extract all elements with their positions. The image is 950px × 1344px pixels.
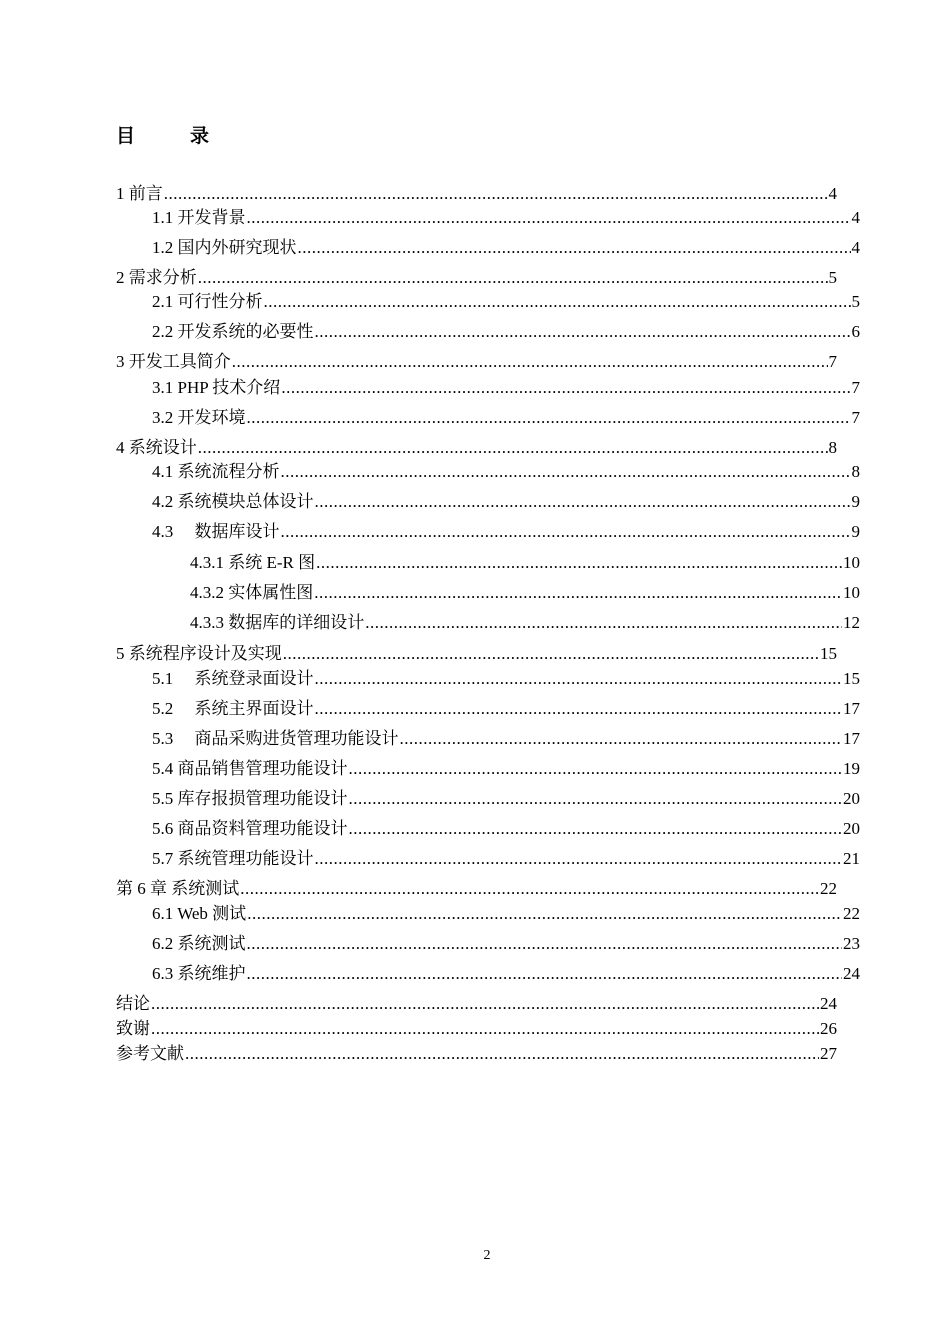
toc-entry-page: 5 (828, 268, 837, 287)
dot-leader (247, 902, 842, 926)
toc-entry-label: 5.4 商品销售管理功能设计 (152, 759, 348, 778)
dot-leader (298, 236, 851, 260)
dot-leader (349, 787, 843, 811)
toc-entry-page: 23 (843, 934, 860, 953)
toc-entry[interactable] (152, 320, 860, 344)
toc-entry-label: 5 系统程序设计及实现 (116, 644, 282, 663)
toc-entry-page: 20 (843, 819, 860, 838)
toc-entry-page: 15 (820, 644, 837, 663)
toc-entry-label: 3.2 开发环境 (152, 408, 246, 427)
toc-entry[interactable] (152, 290, 860, 314)
toc-entry-label: 致谢 (116, 1019, 150, 1038)
toc-entry-page: 26 (820, 1019, 837, 1038)
toc-entry[interactable] (116, 992, 837, 1016)
toc-entry-page: 15 (843, 669, 860, 688)
toc-entry-label: 2.1 可行性分析 (152, 292, 263, 311)
toc-entry-label: 6.3 系统维护 (152, 964, 246, 983)
toc-entry[interactable] (152, 902, 860, 926)
toc-entry-label: 5.7 系统管理功能设计 (152, 849, 314, 868)
page-number: 2 (483, 1248, 491, 1263)
dot-leader (164, 182, 828, 206)
toc-entry[interactable] (152, 520, 860, 544)
dot-leader (240, 877, 819, 901)
toc-entry[interactable] (116, 877, 837, 901)
toc-entry-label: 结论 (116, 994, 150, 1013)
dot-leader (151, 1017, 819, 1041)
toc-entry-page: 6 (851, 322, 860, 341)
toc-entry-page: 22 (820, 879, 837, 898)
toc-entry-label: 4.2 系统模块总体设计 (152, 492, 314, 511)
toc-entry-page: 17 (843, 729, 860, 748)
toc-entry-page: 4 (851, 208, 860, 227)
toc-title: 目 录 (116, 125, 228, 147)
toc-entry-label: 5.1 系统登录面设计 (152, 669, 314, 688)
toc-entry-label: 1.1 开发背景 (152, 208, 246, 227)
toc-entry-label: 6.2 系统测试 (152, 934, 246, 953)
dot-leader (315, 697, 843, 721)
toc-entry-page: 8 (851, 462, 860, 481)
dot-leader (315, 667, 843, 691)
toc-entry-page: 4 (851, 238, 860, 257)
toc-entry[interactable] (116, 642, 837, 666)
toc-entry[interactable] (116, 350, 837, 374)
toc-entry-label: 3.1 PHP 技术介绍 (152, 378, 281, 397)
dot-leader (315, 847, 843, 871)
toc-entry-page: 27 (820, 1044, 837, 1063)
toc-entry-page: 22 (843, 904, 860, 923)
dot-leader (315, 320, 851, 344)
toc-entry-page: 9 (851, 522, 860, 541)
toc-entry-page: 5 (851, 292, 860, 311)
dot-leader (264, 290, 851, 314)
toc-entry[interactable] (152, 847, 860, 871)
toc-entry-label: 6.1 Web 测试 (152, 904, 247, 923)
dot-leader (281, 376, 850, 400)
toc-entry[interactable] (152, 236, 860, 260)
toc-entry-label: 4.3 数据库设计 (152, 522, 280, 541)
toc-entry-page: 24 (843, 964, 860, 983)
dot-leader (198, 266, 828, 290)
dot-leader (349, 817, 843, 841)
toc-entry-label: 5.2 系统主界面设计 (152, 699, 314, 718)
toc-entry[interactable] (152, 932, 860, 956)
dot-leader (151, 992, 819, 1016)
dot-leader (232, 350, 828, 374)
dot-leader (316, 551, 842, 575)
dot-leader (400, 727, 843, 751)
toc-entry[interactable] (152, 757, 860, 781)
toc-entry-label: 1 前言 (116, 184, 163, 203)
toc-entry[interactable] (116, 436, 837, 460)
dot-leader (314, 581, 842, 605)
toc-entry-page: 9 (851, 492, 860, 511)
dot-leader (198, 436, 828, 460)
toc-entry[interactable] (116, 1017, 837, 1041)
toc-entry[interactable] (116, 266, 837, 290)
dot-leader (283, 642, 819, 666)
toc-entry[interactable] (152, 667, 860, 691)
dot-leader (365, 611, 842, 635)
toc-entry[interactable] (152, 376, 860, 400)
toc-entry-label: 5.3 商品采购进货管理功能设计 (152, 729, 399, 748)
toc-entry-page: 7 (828, 352, 837, 371)
toc-entry-label: 5.6 商品资料管理功能设计 (152, 819, 348, 838)
toc-entry-label: 4 系统设计 (116, 438, 197, 457)
toc-entry-page: 24 (820, 994, 837, 1013)
toc-entry[interactable] (116, 182, 837, 206)
toc-entry-page: 10 (843, 583, 860, 602)
toc-entry[interactable] (190, 551, 860, 575)
toc-entry-label: 第 6 章 系统测试 (116, 879, 240, 898)
toc-entry-label: 4.3.2 实体属性图 (190, 583, 314, 602)
dot-leader (281, 460, 851, 484)
dot-leader (315, 490, 851, 514)
toc-entry-page: 4 (828, 184, 837, 203)
toc-entry[interactable] (152, 490, 860, 514)
toc-entry-page: 21 (843, 849, 860, 868)
toc-entry-page: 20 (843, 789, 860, 808)
toc-entry-page: 12 (843, 613, 860, 632)
dot-leader (247, 206, 851, 230)
dot-leader (281, 520, 851, 544)
toc-entry-label: 5.5 库存报损管理功能设计 (152, 789, 348, 808)
toc-entry[interactable] (152, 460, 860, 484)
toc-entry[interactable] (152, 406, 860, 430)
toc-entry-label: 4.1 系统流程分析 (152, 462, 280, 481)
dot-leader (349, 757, 843, 781)
toc-entry-label: 2.2 开发系统的必要性 (152, 322, 314, 341)
toc-entry[interactable] (152, 727, 860, 751)
toc-entry-label: 参考文献 (116, 1044, 184, 1063)
dot-leader (185, 1042, 819, 1066)
toc-entry-page: 8 (828, 438, 837, 457)
toc-entry-label: 1.2 国内外研究现状 (152, 238, 297, 257)
toc-entry-page: 10 (843, 553, 860, 572)
toc-entry[interactable] (190, 611, 860, 635)
dot-leader (247, 932, 843, 956)
dot-leader (247, 962, 843, 986)
toc-entry[interactable] (190, 581, 860, 605)
toc-entry-label: 2 需求分析 (116, 268, 197, 287)
toc-entry-label: 3 开发工具简介 (116, 352, 231, 371)
dot-leader (247, 406, 851, 430)
toc-entry-label: 4.3.3 数据库的详细设计 (190, 613, 365, 632)
toc-entry[interactable] (152, 787, 860, 811)
toc-entry[interactable] (152, 206, 860, 230)
toc-entry-page: 7 (851, 378, 860, 397)
toc-entry[interactable] (116, 1042, 837, 1066)
toc-entry-page: 17 (843, 699, 860, 718)
toc-entry-page: 7 (851, 408, 860, 427)
toc-entry[interactable] (152, 962, 860, 986)
toc-entry-label: 4.3.1 系统 E-R 图 (190, 553, 316, 572)
toc-entry-page: 19 (843, 759, 860, 778)
toc-entry[interactable] (152, 817, 860, 841)
toc-entry[interactable] (152, 697, 860, 721)
